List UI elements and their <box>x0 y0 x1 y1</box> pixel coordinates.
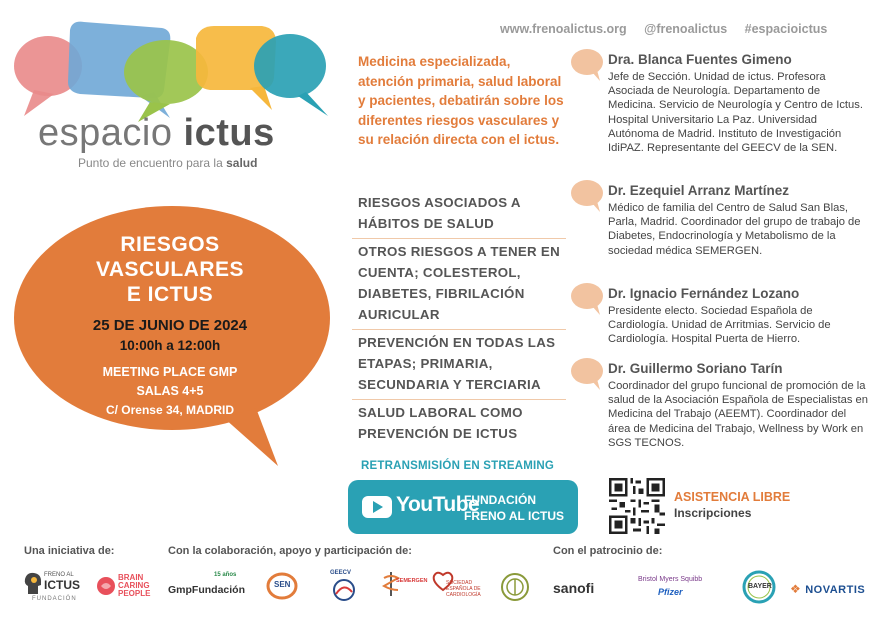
sanofi-logo: sanofi <box>553 580 595 596</box>
header-links <box>500 22 841 36</box>
event-date: 25 DE JUNIO DE 2024 <box>92 317 248 334</box>
collaboration-label: Con la colaboración, apoyo y participación de: <box>168 545 412 557</box>
topic-item: RIESGOS ASOCIADOS A HÁBITOS DE SALUD <box>352 190 566 239</box>
bms-pfizer-logo: Bristol Myers Squibb Pfizer <box>638 576 703 597</box>
speech-bubble-icon <box>570 357 606 391</box>
head-profile-icon <box>24 572 42 594</box>
speaker-name: Dra. Blanca Fuentes Gimeno <box>608 52 792 67</box>
event-venue: MEETING PLACE GMP SALAS 4+5 <box>102 365 238 398</box>
website-link[interactable]: www.frenoalictus.org <box>500 22 627 36</box>
geecv-emblem-icon <box>330 578 358 602</box>
topics-list <box>352 190 566 448</box>
topic-item: PREVENCIÓN EN TODAS LAS ETAPAS; PRIMARIA, SECUNDARIA Y TERCIARIA <box>352 330 566 400</box>
brain-icon <box>96 576 116 596</box>
speech-bubble-icon <box>570 48 606 82</box>
speaker-description: Médico de familia del Centro de Salud San Blas, Parla, Madrid. Coordinador del grupo de trabajo de Diabetes, Endocrinología y Metabolismo de la sociedad médica SEMERGEN. <box>608 202 861 257</box>
semergen-logo: SEMERGEN <box>380 570 420 604</box>
brand-title: espacio ictus <box>38 112 275 154</box>
speaker-name: Dr. Guillermo Soriano Tarín <box>608 361 783 376</box>
event-info <box>20 232 320 417</box>
intro-text: Medicina especializada, atención primaria, salud laboral y pacientes, debatirán sobre los diferentes riesgos vasculares y su relación directa con el ictus. <box>358 54 564 147</box>
sen-logo: SEN <box>266 572 298 600</box>
brain-caring-people-logo: BRAIN CARING PEOPLE <box>96 572 150 604</box>
registration-link[interactable]: Inscripciones <box>674 506 752 520</box>
youtube-wordmark: YouTube <box>396 493 480 516</box>
topic-item: OTROS RIESGOS A TENER EN CUENTA; COLESTEROL, DIABETES, FIBRILACIÓN AURICULAR <box>352 239 566 330</box>
youtube-channel-name: FUNDACIÓN FRENO AL ICTUS <box>464 493 565 523</box>
speaker-name: Dr. Ezequiel Arranz Martínez <box>608 183 790 198</box>
speaker-description: Presidente electo. Sociedad Española de Cardiología. Unidad de Arritmias. Servicio de Cardiología. Hospital Puerta de Hierro. <box>608 305 831 346</box>
topic-item: SALUD LABORAL COMO PREVENCIÓN DE ICTUS <box>358 405 523 441</box>
speaker-description: Jefe de Sección. Unidad de ictus. Profesora Asociada de Neurología. Departamento de Medicina. Servicio de Neurología y Centro de Ictus. Hospital Universitario La Paz. Universidad Autónoma de Madrid. Instituto de Investigación IdiPAZ. Representante del GEECV de la SEN. <box>608 71 863 155</box>
semergen-emblem-icon <box>380 570 402 598</box>
freno-al-ictus-logo: FRENO AL ICTUS FUNDACIÓN <box>24 572 84 604</box>
initiative-label: Una iniciativa de: <box>24 545 115 557</box>
event-time: 10:00h a 12:00h <box>119 338 221 353</box>
speaker-description: Coordinador del grupo funcional de promoción de la salud de la Asociación Española de Especialistas en Medicina del Trabajo (AEEMT). Coordinador del área de Medicina del Trabajo, Wellness by Work en SGS TECNOS. <box>608 380 868 449</box>
youtube-play-icon <box>362 496 392 518</box>
novartis-logo: ❖ NOVARTIS <box>790 582 866 596</box>
seal-icon <box>500 572 530 602</box>
medical-association-seal-logo <box>500 572 530 602</box>
twitter-handle-link[interactable]: @frenoalictus <box>644 22 728 36</box>
qr-code-icon[interactable] <box>609 478 665 534</box>
brand-subtitle: Punto de encuentro para la salud <box>78 156 258 170</box>
geecv-logo: GEECV <box>326 570 362 604</box>
sec-cardiologia-logo: SOCIEDAD ESPAÑOLA DE CARDIOLOGÍA <box>432 570 488 604</box>
sponsor-label: Con el patrocinio de: <box>553 545 663 557</box>
novartis-flame-icon: ❖ <box>790 582 801 596</box>
hashtag-link[interactable]: #espacioictus <box>744 22 828 36</box>
speaker-name: Dr. Ignacio Fernández Lozano <box>608 286 800 301</box>
youtube-stream-button[interactable] <box>348 480 578 534</box>
gmp-fundacion-logo: GmpFundación 15 años <box>168 572 245 596</box>
free-attendance-label: ASISTENCIA LIBRE <box>674 490 791 504</box>
streaming-label: RETRANSMISIÓN EN STREAMING <box>361 460 555 472</box>
speech-bubble-icon <box>570 282 606 316</box>
bayer-logo: BAYER <box>742 570 776 604</box>
speech-bubble-icon <box>570 179 606 213</box>
event-address: C/ Orense 34, MADRID <box>105 403 235 417</box>
event-title: RIESGOS VASCULARES E ICTUS <box>95 233 245 306</box>
